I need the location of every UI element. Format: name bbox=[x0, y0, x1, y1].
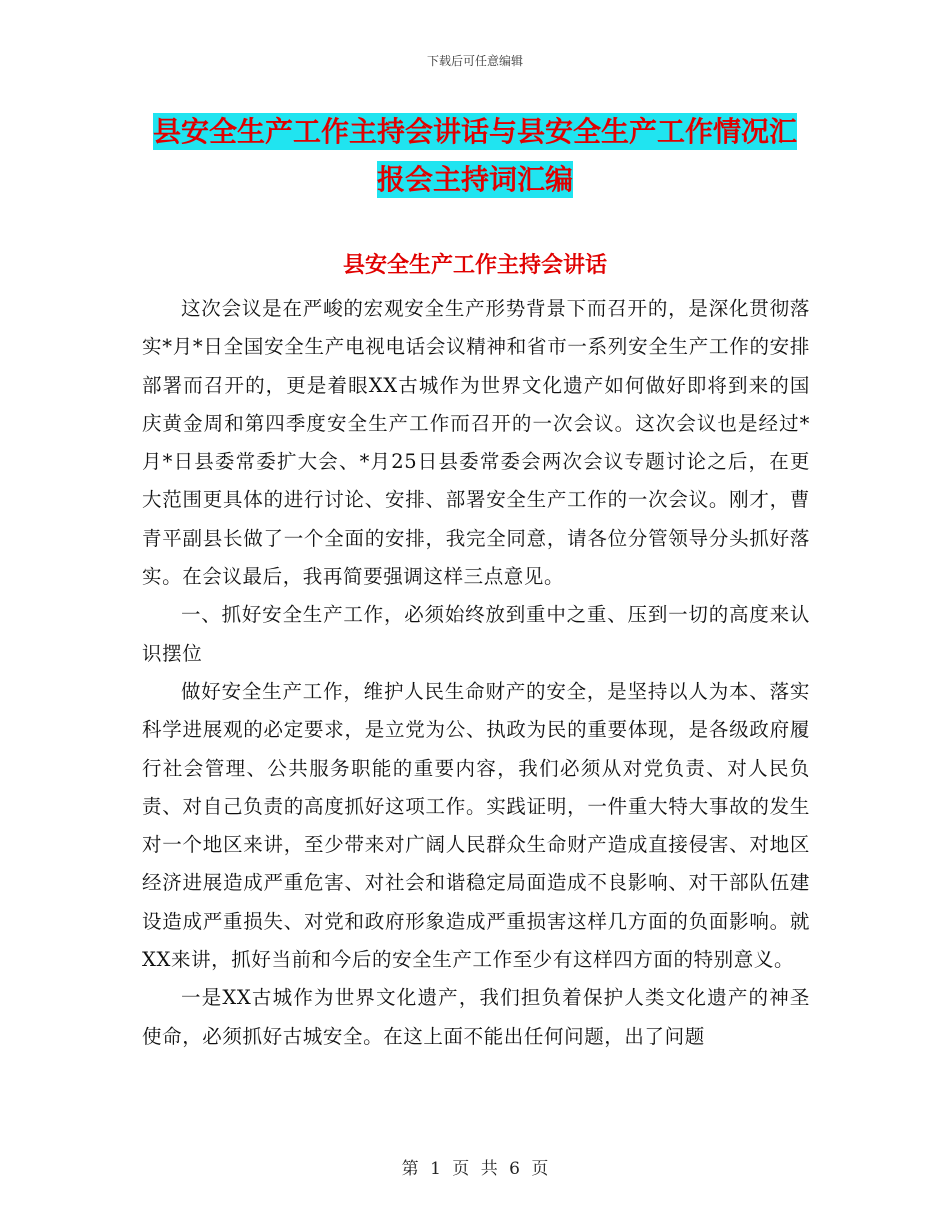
paragraph: 做好安全生产工作，维护人民生命财产的安全，是坚持以人为本、落实科学进展观的必定要求，是立党为公、执政为民的重要体现，是各级政府履行社会管理、公共服务职能的重要内容，我们必须从对党负责、对人民负责、对自己负责的高度抓好这项工作。实践证明，一件重大特大事故的发生对一个地区来讲，至少带来对广阔人民群众生命财产造成直接侵害、对地区经济进展造成严重危害、对社会和谐稳定局面造成不良影响、对干部队伍建设造成严重损失、对党和政府形象造成严重损害这样几方面的负面影响。就XX来讲，抓好当前和今后的安全生产工作至少有这样四方面的特别意义。 bbox=[142, 679, 810, 972]
page-footer: 第 1 页 共 6 页 bbox=[401, 1159, 549, 1179]
section-title: 县安全生产工作主持会讲话 bbox=[342, 253, 607, 278]
paragraph: 这次会议是在严峻的宏观安全生产形势背景下而召开的，是深化贯彻落实*月*日全国安全生产电视电话会议精神和省市一系列安全生产工作的安排部署而召开的，更是着眼XX古城作为世界文化遗产如何做好即将到来的国庆黄金周和第四季度安全生产工作而召开的一次会议。这次会议也是经过*月*日县委常委扩大会、*月25日县委常委会两次会议专题讨论之后，在更大范围更具体的进行讨论、安排、部署安全生产工作的一次会议。刚才，曹青平副县长做了一个全面的安排，我完全同意，请各位分管领导分头抓好落实。在会议最后，我再简要强调这样三点意见。 bbox=[142, 297, 810, 589]
page-header-note: 下载后可任意编辑 bbox=[426, 54, 523, 68]
document-title-line1: 县安全生产工作主持会讲话与县安全生产工作情况汇 bbox=[152, 115, 797, 148]
document-title-line2: 报会主持词汇编 bbox=[376, 163, 573, 196]
paragraph: 一、抓好安全生产工作，必须始终放到重中之重、压到一切的高度来认识摆位 bbox=[142, 603, 810, 665]
document-title bbox=[0, 108, 950, 204]
paragraph: 一是XX古城作为世界文化遗产，我们担负着保护人类文化遗产的神圣使命，必须抓好古城安全。在这上面不能出任何问题，出了问题 bbox=[142, 986, 810, 1048]
document-body bbox=[142, 290, 810, 1056]
